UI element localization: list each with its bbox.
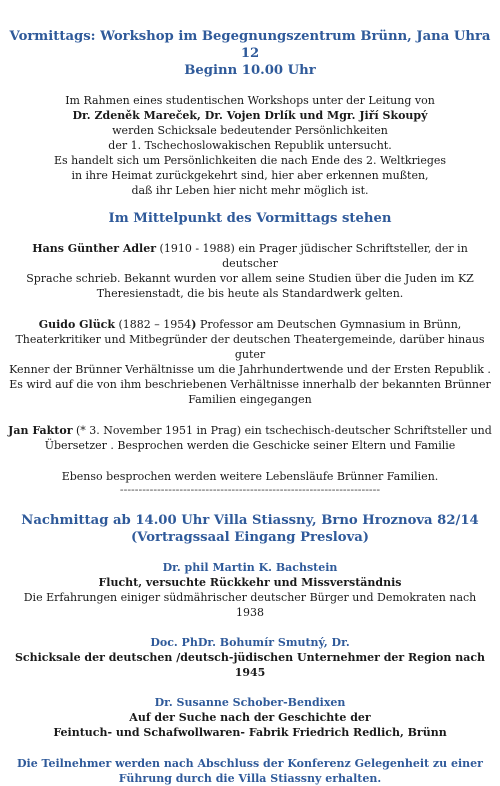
afternoon-heading-line: Nachmittag ab 14.00 Uhr Villa Stiassny, Brno Hroznova 82/14 xyxy=(21,513,479,528)
talk-smutny xyxy=(8,635,492,680)
morning-intro xyxy=(8,93,492,198)
talk-bachstein xyxy=(8,560,492,620)
intro-line: in ihre Heimat zurückgekehrt sind, hier aber erkennen mußten, xyxy=(71,169,429,182)
speaker-name: Dr. Susanne Schober-Bendixen xyxy=(154,696,346,709)
closing-note xyxy=(8,756,492,786)
intro-line: daß ihr Leben hier nicht mehr möglich ist. xyxy=(131,184,369,197)
person-glueck xyxy=(8,317,492,407)
person-text: ein tschechisch-deutscher Schriftsteller und xyxy=(241,424,492,437)
also-discussed: Ebenso besprochen werden weitere Lebensläufe Brünner Familien. xyxy=(61,470,439,483)
person-line: Sprache schrieb. Bekannt wurden vor allem seine Studien über die Juden im KZ xyxy=(26,272,474,285)
talk-subtitle: Die Erfahrungen einiger südmährischer deutscher Bürger und Demokraten nach 1938 xyxy=(23,591,477,619)
person-name: Hans Günther Adler xyxy=(32,242,157,255)
closing-line: Führung durch die Villa Stiassny erhalten. xyxy=(118,772,382,785)
person-line: Übersetzer . Besprochen werden die Geschicke seiner Eltern und Familie xyxy=(44,439,456,452)
person-name: Jan Faktor xyxy=(8,424,73,437)
talk-title-line: Auf der Suche nach der Geschichte der xyxy=(129,711,371,724)
person-name: Guido Glück xyxy=(38,318,116,331)
workshop-leaders: Dr. Zdeněk Mareček, Dr. Vojen Drlík und Mgr. Jiří Skoupý xyxy=(72,109,428,122)
morning-heading-line: Vormittags: Workshop im Begegnungszentrum Brünn, Jana Uhra 12 xyxy=(9,29,491,61)
morning-heading-line: Beginn 10.00 Uhr xyxy=(184,63,316,78)
talk-title: Schicksale der deutschen /deutsch-jüdischen Unternehmer der Region nach 1945 xyxy=(14,651,486,679)
person-line xyxy=(8,423,492,438)
person-line xyxy=(8,241,492,271)
talk-schober-bendixen xyxy=(8,695,492,740)
person-text: ein Prager jüdischer Schriftsteller, der in deutscher xyxy=(222,242,468,270)
person-line: Es wird auf die von ihm beschriebenen Verhältnisse innerhalb der bekannten Brünner xyxy=(9,378,491,391)
person-line: Theresienstadt, die bis heute als Standardwerk gelten. xyxy=(96,287,404,300)
section-divider: ---------------------------------------------------------------------- xyxy=(119,484,381,496)
person-dates-close: ) xyxy=(191,318,197,331)
person-dates: (1910 - 1988) xyxy=(156,242,235,255)
closing-line: Die Teilnehmer werden nach Abschluss der Konferenz Gelegenheit zu einer xyxy=(17,757,483,770)
person-adler xyxy=(8,241,492,301)
speaker-name: Doc. PhDr. Bohumír Smutný, Dr. xyxy=(150,636,350,649)
speaker-name: Dr. phil Martin K. Bachstein xyxy=(162,561,338,574)
talk-title-line: Feintuch- und Schafwollwaren- Fabrik Friedrich Redlich, Brünn xyxy=(53,726,447,739)
person-dates: (* 3. November 1951 in Prag) xyxy=(72,424,242,437)
person-line: Familien eingegangen xyxy=(188,393,312,406)
intro-line: Im Rahmen eines studentischen Workshops unter der Leitung von xyxy=(65,94,435,107)
morning-heading xyxy=(8,0,492,79)
person-line xyxy=(8,317,492,332)
person-faktor xyxy=(8,423,492,453)
focus-heading: Im Mittelpunkt des Vormittags stehen xyxy=(108,211,392,226)
person-line: Theaterkritiker und Mitbegründer der deutschen Theatergemeinde, darüber hinaus guter xyxy=(15,333,485,361)
person-dates: (1882 – 1954 xyxy=(115,318,192,331)
person-line: Kenner der Brünner Verhältnisse um die Jahrhundertwende und der Ersten Republik . xyxy=(9,363,491,376)
person-text: Professor am Deutschen Gymnasium in Brünn, xyxy=(196,318,462,331)
intro-line: werden Schicksale bedeutender Persönlichkeiten xyxy=(112,124,388,137)
intro-line: Es handelt sich um Persönlichkeiten die nach Ende des 2. Weltkrieges xyxy=(53,154,447,167)
talk-title: Flucht, versuchte Rückkehr und Missverständnis xyxy=(98,576,402,589)
afternoon-heading-line: (Vortragssaal Eingang Preslova) xyxy=(130,530,370,545)
intro-line: der 1. Tschechoslowakischen Republik untersucht. xyxy=(108,139,392,152)
afternoon-heading xyxy=(8,512,492,546)
